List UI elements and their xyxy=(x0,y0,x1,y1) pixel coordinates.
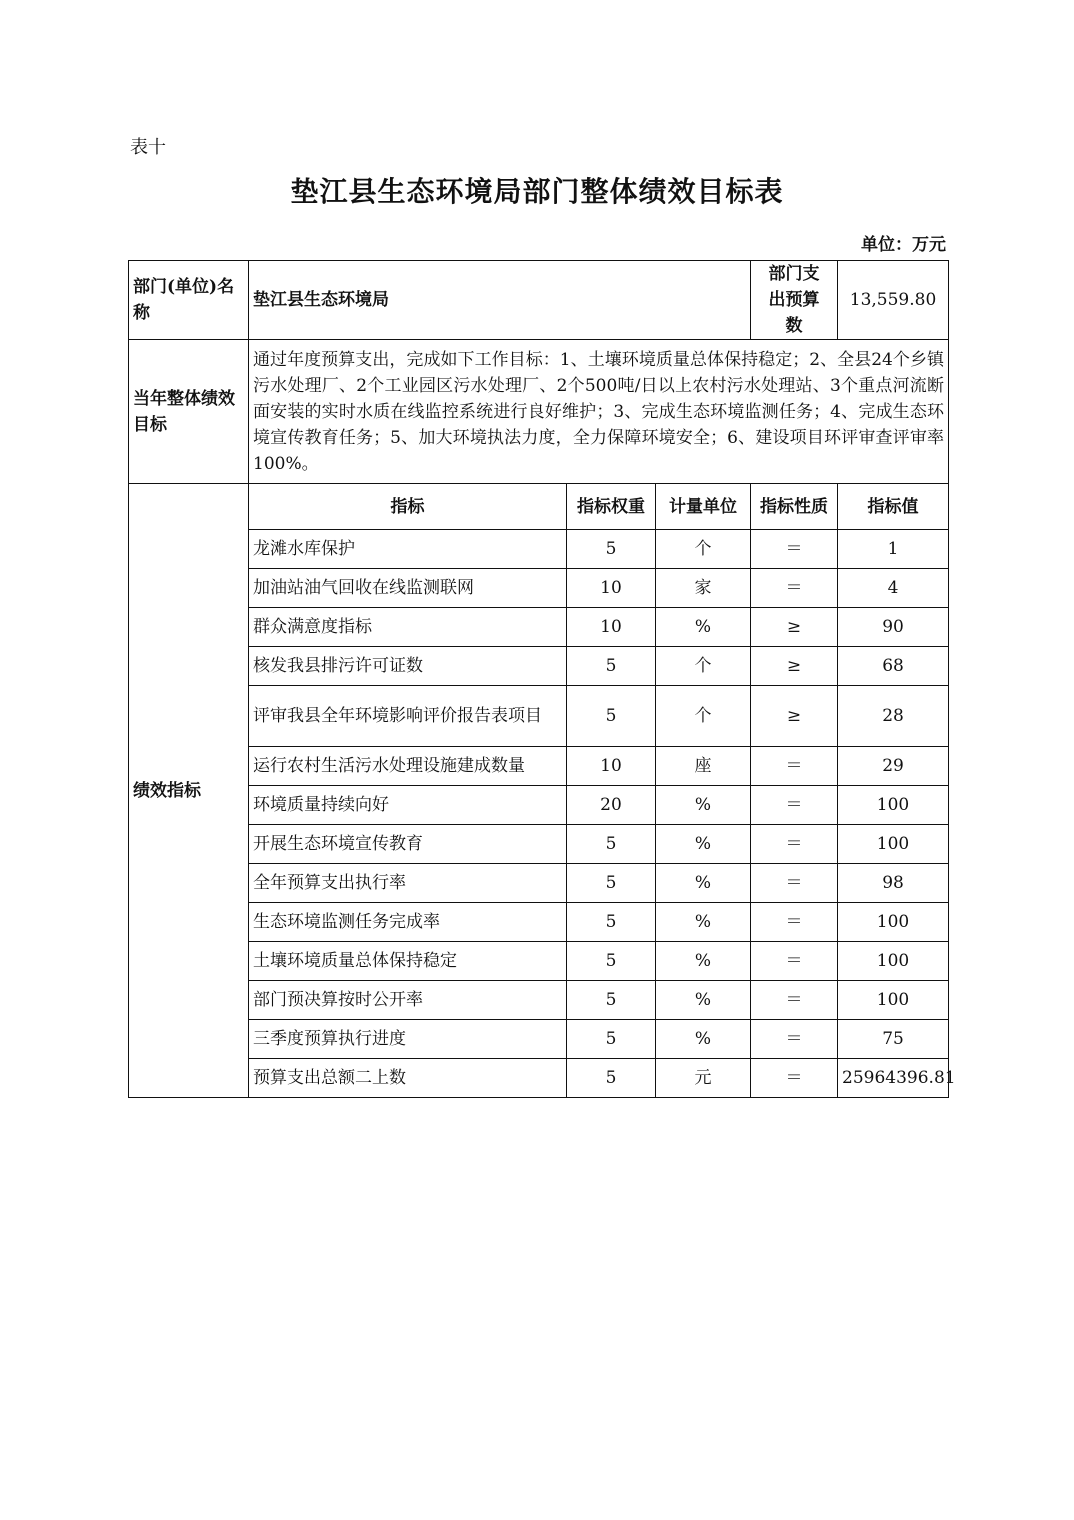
goal-row xyxy=(129,340,949,484)
indicator-unit: % xyxy=(656,825,751,864)
indicator-value: 100 xyxy=(838,825,949,864)
indicator-name: 预算支出总额二上数 xyxy=(249,1059,567,1098)
table-row xyxy=(129,1059,949,1098)
header-value: 指标值 xyxy=(838,484,949,530)
dept-row xyxy=(129,261,949,340)
table-row xyxy=(129,1020,949,1059)
indicator-name: 加油站油气回收在线监测联网 xyxy=(249,569,567,608)
indicator-value: 100 xyxy=(838,981,949,1020)
indicator-unit: % xyxy=(656,608,751,647)
indicator-unit: % xyxy=(656,786,751,825)
budget-value: 13,559.80 xyxy=(838,261,949,340)
indicator-value: 100 xyxy=(838,903,949,942)
header-nature: 指标性质 xyxy=(751,484,838,530)
indicator-unit: 元 xyxy=(656,1059,751,1098)
dept-name-value: 垫江县生态环境局 xyxy=(249,261,751,340)
indicator-nature: ＝ xyxy=(751,981,838,1020)
indicator-nature: ＝ xyxy=(751,825,838,864)
dept-name-label: 部门(单位)名称 xyxy=(129,261,249,340)
indicator-value: 90 xyxy=(838,608,949,647)
indicator-weight: 5 xyxy=(567,647,656,686)
goal-label: 当年整体绩效目标 xyxy=(129,340,249,484)
indicator-weight: 10 xyxy=(567,569,656,608)
unit-label: 单位：万元 xyxy=(861,235,946,255)
indicator-weight: 5 xyxy=(567,1020,656,1059)
table-row xyxy=(129,747,949,786)
indicator-unit: 家 xyxy=(656,569,751,608)
indicator-name: 土壤环境质量总体保持稳定 xyxy=(249,942,567,981)
indicator-nature: ＝ xyxy=(751,864,838,903)
indicator-weight: 5 xyxy=(567,1059,656,1098)
indicator-value: 4 xyxy=(838,569,949,608)
indicator-unit: 座 xyxy=(656,747,751,786)
indicator-nature: ＝ xyxy=(751,942,838,981)
indicator-weight: 10 xyxy=(567,747,656,786)
indicator-name: 环境质量持续向好 xyxy=(249,786,567,825)
indicator-weight: 10 xyxy=(567,608,656,647)
table-row xyxy=(129,864,949,903)
indicator-name: 评审我县全年环境影响评价报告表项目 xyxy=(249,686,567,747)
indicator-header-row xyxy=(129,484,949,530)
indicator-weight: 5 xyxy=(567,530,656,569)
table-row xyxy=(129,530,949,569)
table-row xyxy=(129,942,949,981)
indicator-nature: ≥ xyxy=(751,608,838,647)
indicator-nature: ＝ xyxy=(751,747,838,786)
indicator-nature: ≥ xyxy=(751,647,838,686)
header-indicator: 指标 xyxy=(249,484,567,530)
budget-label: 部门支出预算数 xyxy=(751,261,838,340)
indicator-nature: ＝ xyxy=(751,530,838,569)
indicator-nature: ＝ xyxy=(751,786,838,825)
table-row xyxy=(129,647,949,686)
indicator-name: 运行农村生活污水处理设施建成数量 xyxy=(249,747,567,786)
indicator-weight: 5 xyxy=(567,825,656,864)
document-title: 垫江县生态环境局部门整体绩效目标表 xyxy=(290,175,784,208)
indicator-value: 100 xyxy=(838,786,949,825)
table-row xyxy=(129,903,949,942)
indicator-weight: 5 xyxy=(567,942,656,981)
indicator-weight: 5 xyxy=(567,686,656,747)
indicator-weight: 5 xyxy=(567,981,656,1020)
indicator-name: 核发我县排污许可证数 xyxy=(249,647,567,686)
header-unit: 计量单位 xyxy=(656,484,751,530)
indicator-value: 28 xyxy=(838,686,949,747)
indicator-nature: ≥ xyxy=(751,686,838,747)
indicator-weight: 5 xyxy=(567,903,656,942)
indicator-unit: % xyxy=(656,942,751,981)
indicator-value: 75 xyxy=(838,1020,949,1059)
indicator-nature: ＝ xyxy=(751,569,838,608)
indicator-unit: 个 xyxy=(656,530,751,569)
indicator-nature: ＝ xyxy=(751,1059,838,1098)
indicator-name: 生态环境监测任务完成率 xyxy=(249,903,567,942)
indicator-weight: 5 xyxy=(567,864,656,903)
indicator-value: 25964396.81 xyxy=(838,1059,949,1098)
indicator-name: 开展生态环境宣传教育 xyxy=(249,825,567,864)
indicator-unit: 个 xyxy=(656,686,751,747)
indicator-value: 1 xyxy=(838,530,949,569)
indicator-unit: % xyxy=(656,903,751,942)
indicator-name: 三季度预算执行进度 xyxy=(249,1020,567,1059)
indicator-value: 68 xyxy=(838,647,949,686)
indicator-name: 龙滩水库保护 xyxy=(249,530,567,569)
indicator-unit: % xyxy=(656,1020,751,1059)
goal-text: 通过年度预算支出，完成如下工作目标：1、土壤环境质量总体保持稳定；2、全县24个乡镇污水处理厂、2个工业园区污水处理厂、2个500吨/日以上农村污水处理站、3个重点河流断面安装的实时水质在线监控系统进行良好维护；3、完成生态环境监测任务；4、完成生态环境宣传教育任务；5、加大环境执法力度，全力保障环境安全；6、建设项目环评审查评审率100%。 xyxy=(249,340,949,484)
header-weight: 指标权重 xyxy=(567,484,656,530)
table-row xyxy=(129,786,949,825)
indicator-unit: % xyxy=(656,864,751,903)
indicators-label: 绩效指标 xyxy=(129,484,249,1098)
table-number: 表十 xyxy=(130,137,166,158)
indicator-value: 100 xyxy=(838,942,949,981)
indicator-nature: ＝ xyxy=(751,1020,838,1059)
table-row xyxy=(129,825,949,864)
table-row xyxy=(129,981,949,1020)
indicator-unit: % xyxy=(656,981,751,1020)
table-row xyxy=(129,569,949,608)
indicator-name: 全年预算支出执行率 xyxy=(249,864,567,903)
indicator-value: 29 xyxy=(838,747,949,786)
indicator-unit: 个 xyxy=(656,647,751,686)
indicator-value: 98 xyxy=(838,864,949,903)
table-row xyxy=(129,608,949,647)
performance-table xyxy=(128,260,956,1098)
indicator-name: 群众满意度指标 xyxy=(249,608,567,647)
indicator-name: 部门预决算按时公开率 xyxy=(249,981,567,1020)
indicator-weight: 20 xyxy=(567,786,656,825)
table-row xyxy=(129,686,949,747)
indicator-nature: ＝ xyxy=(751,903,838,942)
